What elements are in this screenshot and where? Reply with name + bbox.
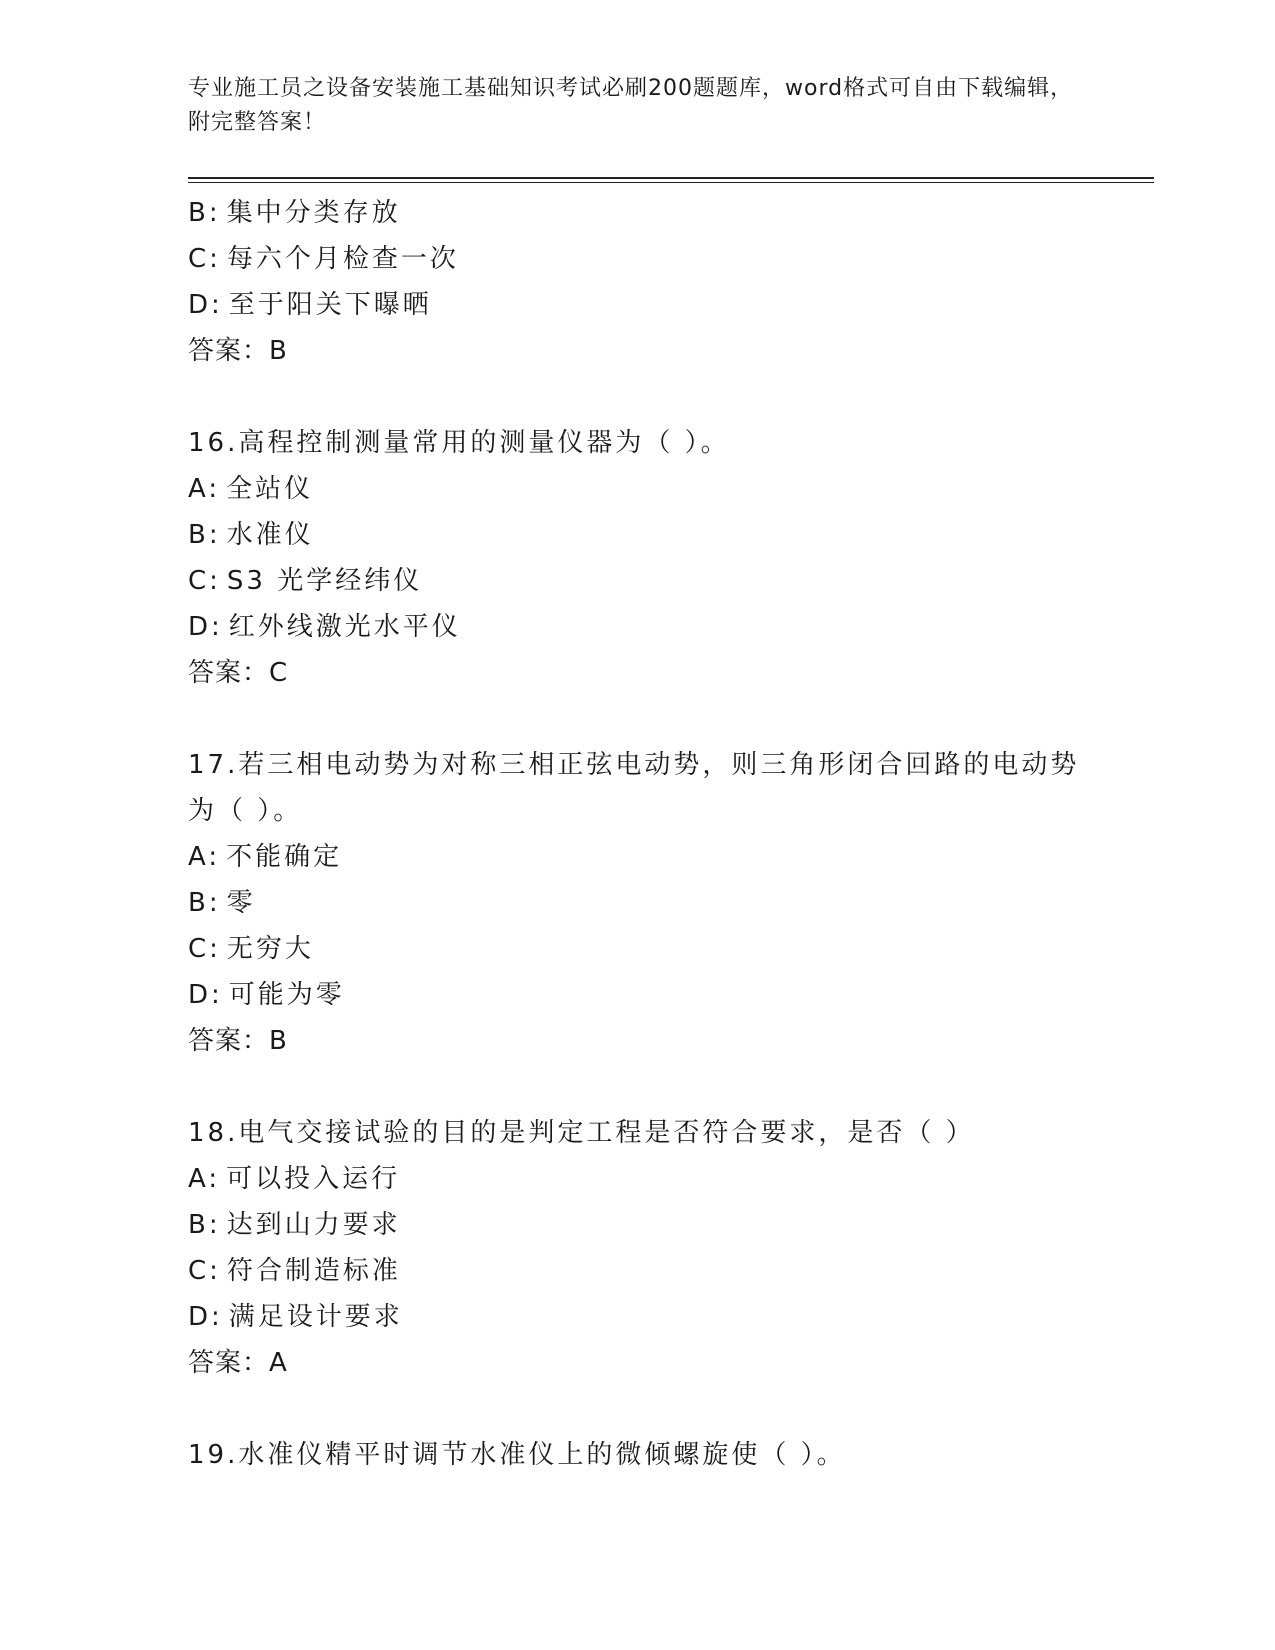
option-text: 满足设计要求	[228, 1302, 403, 1332]
document-header: 专业施工员之设备安装施工基础知识考试必刷200题题库，word格式可自由下载编辑，附完整答案！	[188, 76, 1074, 135]
question-15-continued	[188, 190, 1154, 374]
option-text: 每六个月检查一次	[226, 244, 459, 274]
option-b	[188, 880, 1154, 926]
spacer	[188, 374, 1154, 420]
question-18	[188, 1110, 1154, 1386]
option-text: 全站仪	[226, 474, 314, 504]
answer-line: 答案：A	[188, 1348, 288, 1378]
option-d	[188, 972, 1154, 1018]
option-label: A:	[188, 842, 221, 872]
option-a	[188, 466, 1154, 512]
option-d	[188, 1294, 1154, 1340]
answer-line: 答案：C	[188, 658, 289, 688]
option-a	[188, 834, 1154, 880]
option-d	[188, 604, 1154, 650]
spacer	[188, 696, 1154, 742]
answer-line: 答案：B	[188, 1026, 288, 1056]
document-body	[188, 190, 1154, 1478]
option-label: C:	[188, 934, 221, 964]
option-c	[188, 558, 1154, 604]
option-b	[188, 512, 1154, 558]
option-c	[188, 926, 1154, 972]
option-a	[188, 1156, 1154, 1202]
option-text: 符合制造标准	[226, 1256, 401, 1286]
option-text: 不能确定	[226, 842, 343, 872]
option-label: D:	[188, 290, 223, 320]
option-label: C:	[188, 1256, 221, 1286]
option-label: D:	[188, 1302, 223, 1332]
option-text: 达到山力要求	[226, 1210, 401, 1240]
header-divider	[188, 177, 1154, 183]
option-label: D:	[188, 980, 223, 1010]
question-17	[188, 742, 1154, 1064]
option-text: 零	[226, 888, 256, 918]
option-label: B:	[188, 1210, 221, 1240]
option-label: B:	[188, 888, 221, 918]
option-label: A:	[188, 1164, 221, 1194]
option-text: 集中分类存放	[226, 198, 401, 228]
option-text: 无穷大	[226, 934, 314, 964]
option-b	[188, 1202, 1154, 1248]
question-stem: 19.水准仪精平时调节水准仪上的微倾螺旋使（ ）。	[188, 1440, 846, 1470]
option-label: D:	[188, 612, 223, 642]
question-stem: 17.若三相电动势为对称三相正弦电动势，则三角形闭合回路的电动势为（ ）。	[188, 750, 1080, 826]
question-16	[188, 420, 1154, 696]
option-b	[188, 190, 1154, 236]
option-text: S3 光学经纬仪	[226, 566, 423, 596]
spacer	[188, 1386, 1154, 1432]
option-text: 至于阳关下曝晒	[228, 290, 432, 320]
option-label: B:	[188, 520, 221, 550]
spacer	[188, 1064, 1154, 1110]
option-c	[188, 236, 1154, 282]
question-stem: 18.电气交接试验的目的是判定工程是否符合要求，是否（ ）	[188, 1118, 975, 1148]
option-text: 可能为零	[228, 980, 345, 1010]
option-label: C:	[188, 244, 221, 274]
option-d	[188, 282, 1154, 328]
answer-line: 答案：B	[188, 336, 288, 366]
option-text: 红外线激光水平仪	[228, 612, 461, 642]
question-19	[188, 1432, 1154, 1478]
option-c	[188, 1248, 1154, 1294]
option-label: C:	[188, 566, 221, 596]
option-label: A:	[188, 474, 221, 504]
option-text: 水准仪	[226, 520, 314, 550]
question-stem: 16.高程控制测量常用的测量仪器为（ ）。	[188, 428, 730, 458]
option-text: 可以投入运行	[226, 1164, 401, 1194]
option-label: B:	[188, 198, 221, 228]
